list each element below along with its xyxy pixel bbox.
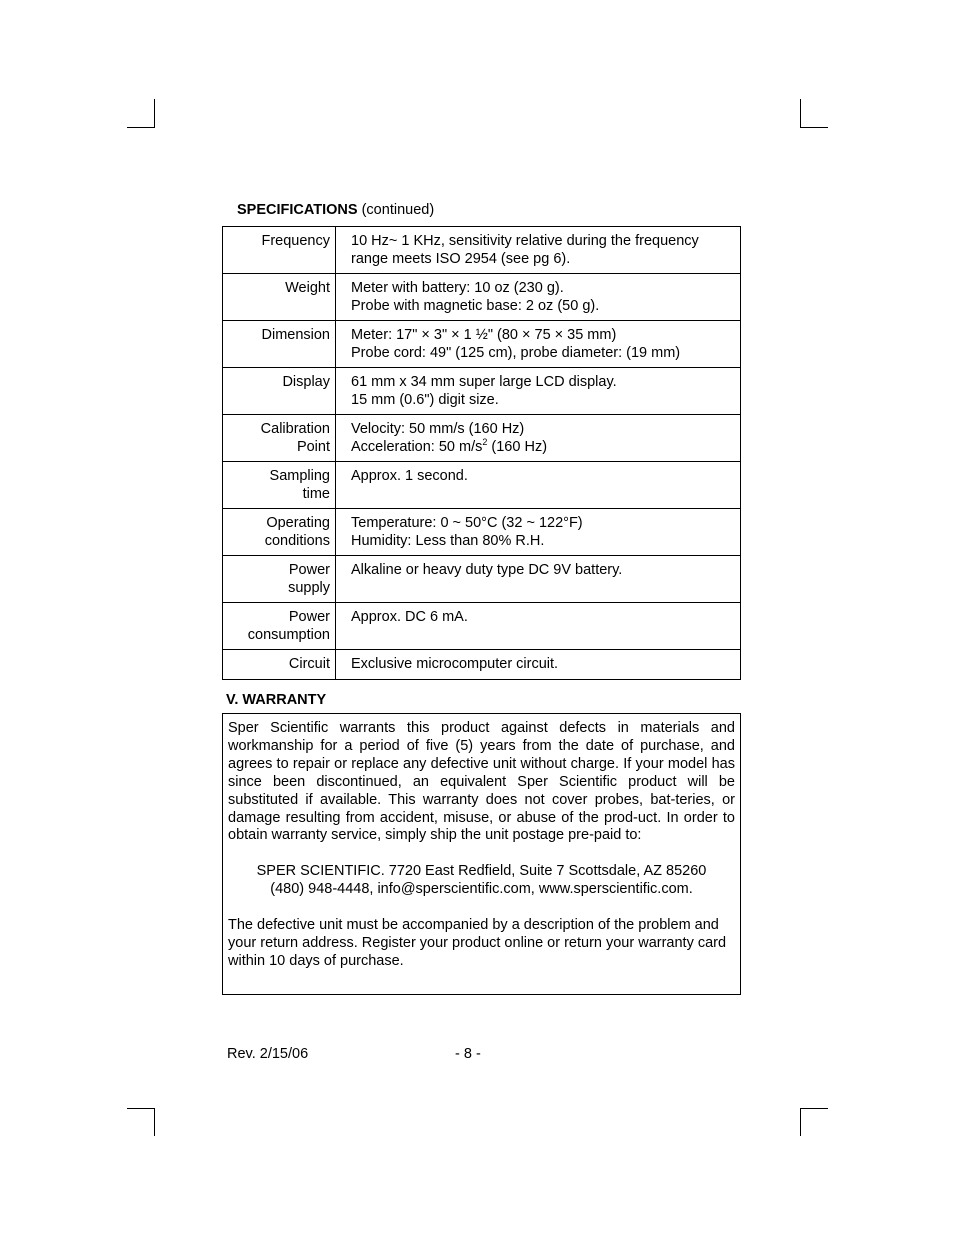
crop-mark-bottom-left-vertical [154,1108,155,1136]
spec-label: Weight [223,274,336,321]
spec-value: Velocity: 50 mm/s (160 Hz) Acceleration: 50 $m/s^2$ (160 Hz) [336,415,741,462]
spec-label: Circuit [223,650,336,680]
spec-value: Meter: 17" × 3" × 1 ½" (80 × 75 × 35 mm) Probe cord: 49" (125 cm), probe diameter: (19 mm) [336,321,741,368]
spec-label: Operating conditions [223,509,336,556]
spec-value: Alkaline or heavy duty type DC 9V battery. [336,556,741,603]
spec-row-circuit [223,650,741,680]
specifications-heading [237,201,434,219]
spec-value: Temperature: 0 ~ 50°C (32 ~ 122°F) Humidity: Less than 80% R.H. [336,509,741,556]
warranty-address-line: SPER SCIENTIFIC. 7720 East Redfield, Suite 7 Scottsdale, AZ 85260 [256,863,707,880]
crop-mark-bottom-left-horizontal [127,1108,155,1109]
specifications-heading-continued: (continued) [357,202,435,218]
crop-mark-bottom-right-horizontal [800,1108,828,1109]
spec-value: 10 Hz~ 1 KHz, sensitivity relative during the frequency range meets ISO 2954 (see pg 6). [336,227,741,274]
spec-row-power-consumption [223,603,741,650]
crop-mark-top-right-vertical [800,99,801,127]
spec-label: Power supply [223,556,336,603]
warranty-heading: V. WARRANTY [226,692,327,708]
spec-label: Dimension [223,321,336,368]
warranty-contact-line: (480) 948-4448, info@sperscientific.com, www.sperscientific.com. [270,881,693,898]
crop-mark-bottom-right-vertical [800,1108,801,1136]
superscript-squared: 2 [482,437,488,448]
spec-row-weight [223,274,741,321]
spec-row-power-supply [223,556,741,603]
spec-row-dimension [223,321,741,368]
spec-value: Approx. DC 6 mA. [336,603,741,650]
spec-label: Calibration Point [223,415,336,462]
revision-date: Rev. 2/15/06 [227,1046,309,1062]
spec-row-operating-conditions [223,509,741,556]
specifications-heading-bold: SPECIFICATIONS [237,202,358,218]
spec-row-display [223,368,741,415]
spec-row-calibration-point [223,415,741,462]
spec-row-frequency [223,227,741,274]
spec-label: Display [223,368,336,415]
spec-label: Frequency [223,227,336,274]
spec-row-sampling-time [223,462,741,509]
crop-mark-top-left-horizontal [127,127,155,128]
crop-mark-top-right-horizontal [800,127,828,128]
page-number: - 8 - [455,1046,481,1062]
spec-value: 61 mm x 34 mm super large LCD display. 15 mm (0.6") digit size. [336,368,741,415]
specifications-table [222,226,741,680]
spec-label: Sampling time [223,462,336,509]
warranty-paragraph: Sper Scientific warrants this product against defects in materials and workmanship for a period of five (5) years from the date of purchase, and agrees to repair or replace any defective unit without charge. If your model has since been discontinued, an equivalent Sper Scientific product will be substituted if available. This warranty does not cover probes, bat-teries, or damage resulting from accident, misuse, or abuse of the prod-uct. In order to obtain warranty service, simply ship the unit postage pre-paid to: [228,720,735,844]
spec-value: Exclusive microcomputer circuit. [336,650,741,680]
warranty-return-paragraph: The defective unit must be accompanied by a description of the problem and your return address. Register your product online or return your warranty card within 10 days of purchase. [228,917,727,969]
spec-value: Approx. 1 second. [336,462,741,509]
crop-mark-top-left-vertical [154,99,155,127]
spec-value: Meter with battery: 10 oz (230 g). Probe with magnetic base: 2 oz (50 g). [336,274,741,321]
warranty-box [222,713,741,995]
spec-label: Power consumption [223,603,336,650]
